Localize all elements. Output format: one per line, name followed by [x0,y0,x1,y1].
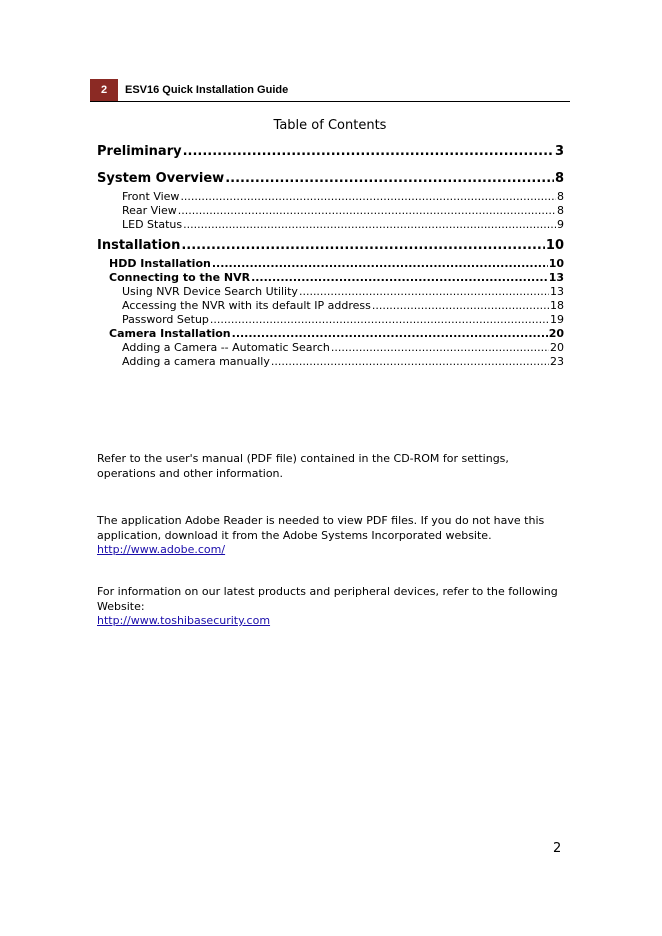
toc-leader [372,299,549,312]
manual-note: Refer to the user's manual (PDF file) contained in the CD-ROM for settings, operations and other information. [97,452,509,480]
toc-entry-label: Front View [122,190,180,203]
toc-leader [299,285,549,298]
toc-entry-label: Camera Installation [109,327,231,340]
toc-entry-automatic-search[interactable] [97,341,564,355]
toc-entry-label: Password Setup [122,313,209,326]
toc-entry-preliminary[interactable] [97,144,564,163]
guide-title: ESV16 Quick Installation Guide [125,84,289,96]
toc-entry-page: 3 [554,144,564,159]
toc-entry-label: Rear View [122,204,177,217]
toc-entry-label: HDD Installation [109,257,211,270]
toc-entry-page: 8 [557,190,564,203]
products-note: For information on our latest products and peripheral devices, refer to the following Website: [97,585,558,613]
toc-entry-password-setup[interactable] [97,313,564,327]
toc-entry-page: 8 [554,171,564,186]
toc-entry-page: 9 [557,218,564,231]
toc-entry-installation[interactable] [97,238,564,257]
page-header [90,79,570,102]
toshiba-link[interactable]: http://www.toshibasecurity.com [97,614,271,627]
toc-leader [225,171,554,186]
toc-entry-front-view[interactable] [97,190,564,204]
toc-leader [183,218,556,231]
toc-leader [210,313,549,326]
toc-entry-hdd-installation[interactable] [97,257,564,271]
toc-entry-page: 20 [550,341,564,354]
toc-leader [178,204,556,217]
toc-entry-label: Installation [97,238,181,253]
toc-entry-page: 23 [550,355,564,368]
toc-entry-accessing-nvr[interactable] [97,299,564,313]
toc-entry-label: Using NVR Device Search Utility [122,285,298,298]
toc-entry-page: 13 [550,285,564,298]
toc-leader [251,271,548,284]
toc-entry-page: 10 [545,238,564,253]
adobe-note-block [97,514,567,558]
toc-entry-page: 13 [548,271,564,284]
toc-leader [331,341,549,354]
toc-entry-label: Adding a Camera -- Automatic Search [122,341,330,354]
toc-entry-label: Connecting to the NVR [109,271,251,284]
toc-leader [232,327,548,340]
toc-entry-adding-camera-manually[interactable] [97,355,564,369]
toc-entry-page: 10 [548,257,564,270]
table-of-contents [97,140,564,369]
toc-leader [181,238,545,253]
toc-entry-connecting-to-nvr[interactable] [97,271,564,285]
toc-leader [271,355,549,368]
page-number: 2 [553,841,562,856]
toc-leader [180,190,556,203]
toc-entry-system-overview[interactable] [97,171,564,190]
toc-entry-page: 18 [550,299,564,312]
page-badge: 2 [90,79,118,101]
toc-entry-label: LED Status [122,218,183,231]
toc-leader [212,257,548,270]
toc-title: Table of Contents [273,118,387,133]
toc-entry-camera-installation[interactable] [97,327,564,341]
toc-entry-label: Accessing the NVR with its default IP address [122,299,371,312]
toc-entry-label: Preliminary [97,144,182,159]
toc-entry-page: 8 [557,204,564,217]
toc-entry-page: 19 [550,313,564,326]
adobe-link[interactable]: http://www.adobe.com/ [97,543,226,556]
products-note-block [97,585,567,629]
adobe-note: The application Adobe Reader is needed to view PDF files. If you do not have this application, download it from the Adobe Systems Incorporated website. [97,514,545,542]
toc-leader [183,144,554,159]
toc-entry-led-status[interactable] [97,218,564,232]
toc-entry-nvr-device-search[interactable] [97,285,564,299]
toc-entry-label: Adding a camera manually [122,355,270,368]
toc-entry-page: 20 [548,327,564,340]
toc-entry-rear-view[interactable] [97,204,564,218]
toc-entry-label: System Overview [97,171,225,186]
